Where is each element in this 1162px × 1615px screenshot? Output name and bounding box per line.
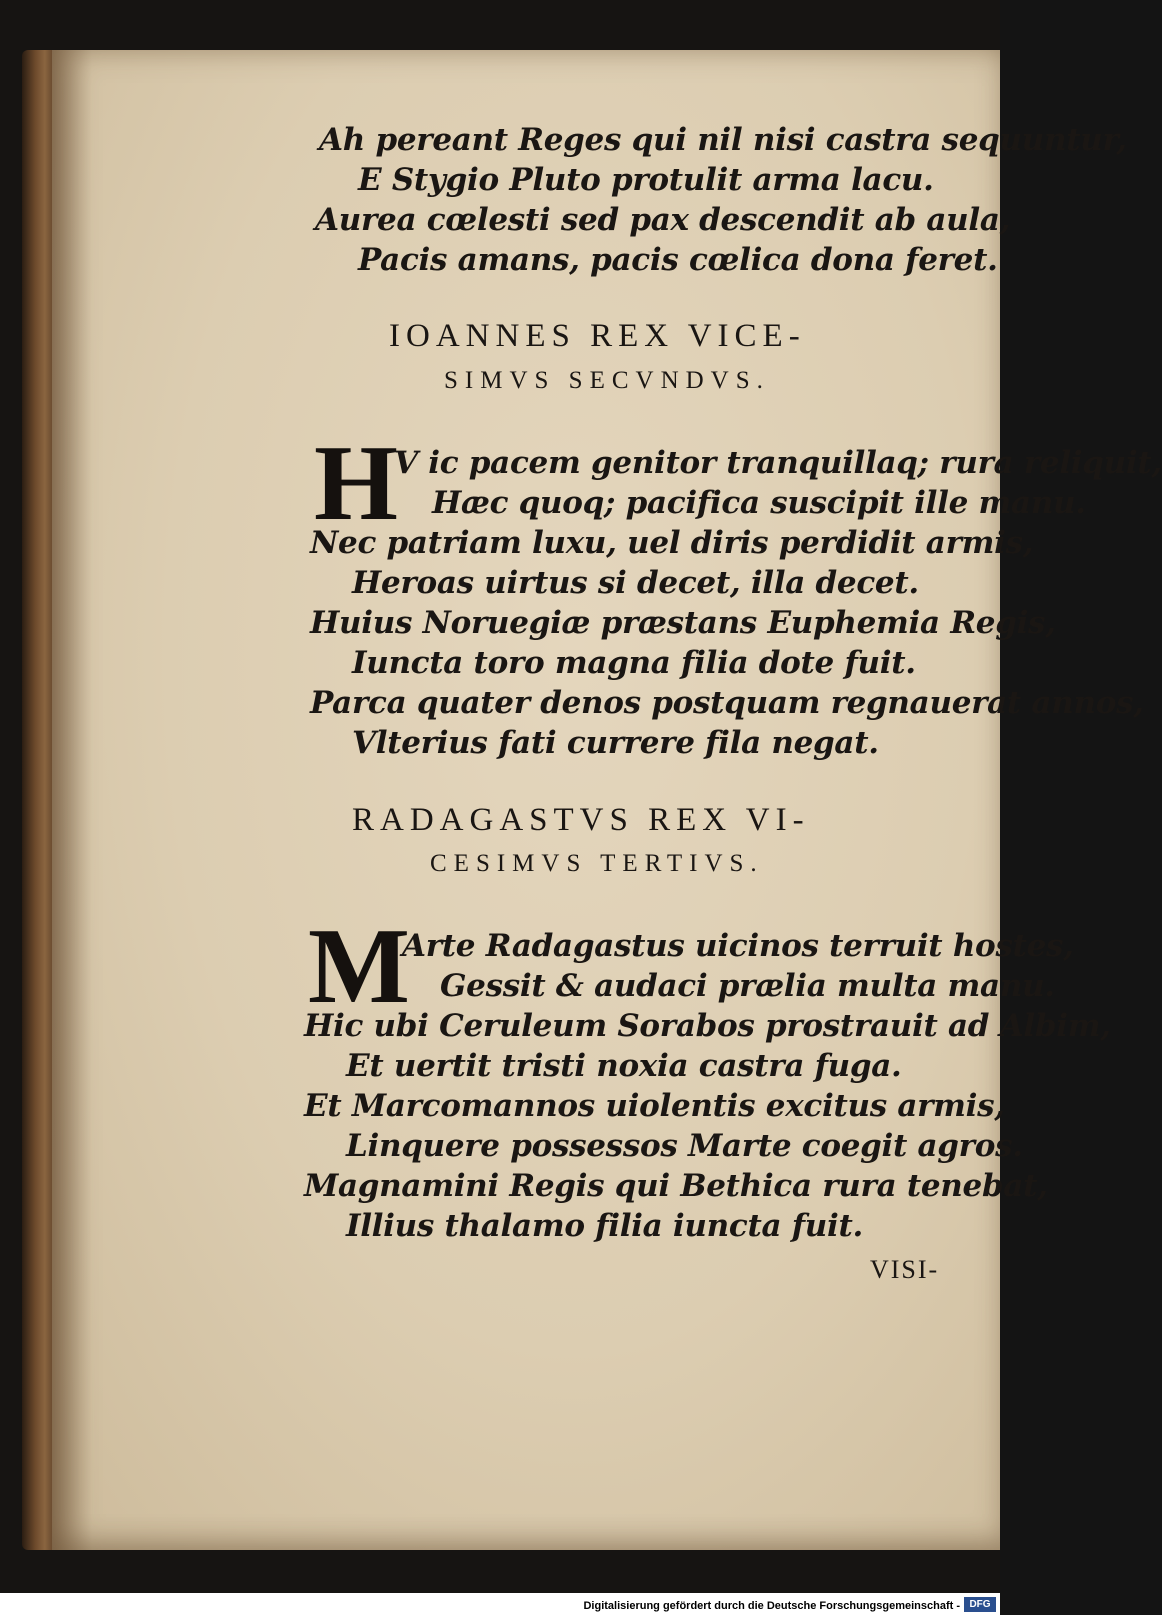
section2-verse-1: Arte Radagastus uicinos terruit hostes, <box>402 928 1074 964</box>
section1-verse-1: V ic pacem genitor tranquillaq; rura reliquit, <box>394 445 1162 481</box>
section2-verse-2: Gessit & audaci prælia multa manu. <box>440 968 1055 1004</box>
section2-verse-8: Illius thalamo filia iuncta fuit. <box>346 1208 864 1244</box>
intro-verse-2: E Stygio Pluto protulit arma lacu. <box>358 162 934 198</box>
section1-verse-3: Nec patriam luxu, uel diris perdidit armis, <box>310 525 1034 561</box>
section2-verse-7: Magnamini Regis qui Bethica rura tenebat, <box>304 1168 1048 1204</box>
section2-heading-line1: RADAGASTVS REX VI- <box>352 802 810 838</box>
intro-verse-4: Pacis amans, pacis cœlica dona feret. <box>358 242 998 278</box>
section1-verse-2: Hæc quoq; pacifica suscipit ille manu. <box>432 485 1086 521</box>
footer-bar <box>0 1593 1000 1615</box>
section1-verse-7: Parca quater denos postquam regnauerat annos, <box>310 685 1144 721</box>
section2-heading-line2: CESIMVS TERTIVS. <box>430 850 764 877</box>
section2-verse-4: Et uertit tristi noxia castra fuga. <box>346 1048 902 1084</box>
section2-verse-6: Linquere possessos Marte coegit agros. <box>346 1128 1023 1164</box>
intro-verse-1: Ah pereant Reges qui nil nisi castra sequuntur, <box>319 122 1127 158</box>
section1-drop-initial: H <box>314 424 399 543</box>
dfg-logo-icon: DFG <box>964 1597 996 1612</box>
section1-verse-6: Iuncta toro magna filia dote fuit. <box>352 645 916 681</box>
section1-heading-line2: SIMVS SECVNDVS. <box>444 367 770 394</box>
section1-heading-line1: IOANNES REX VICE- <box>389 318 806 354</box>
section1-verse-4: Heroas uirtus si decet, illa decet. <box>352 565 919 601</box>
funding-credit: Digitalisierung gefördert durch die Deutsche Forschungsgemeinschaft - <box>583 1600 960 1612</box>
section1-verse-5: Huius Noruegiæ præstans Euphemia Regis, <box>310 605 1056 641</box>
section1-verse-8: Vlterius fati currere fila negat. <box>352 725 879 761</box>
intro-verse-3: Aurea cœlesti sed pax descendit ab aula, <box>315 202 1011 238</box>
section2-drop-initial: M <box>308 907 410 1026</box>
section2-verse-5: Et Marcomannos uiolentis excitus armis, <box>304 1088 1005 1124</box>
catchword: VISI- <box>870 1255 940 1284</box>
page-text <box>52 50 1162 1550</box>
section2-verse-3: Hic ubi Ceruleum Sorabos prostrauit ad Albim, <box>304 1008 1111 1044</box>
book-page <box>52 50 1162 1550</box>
